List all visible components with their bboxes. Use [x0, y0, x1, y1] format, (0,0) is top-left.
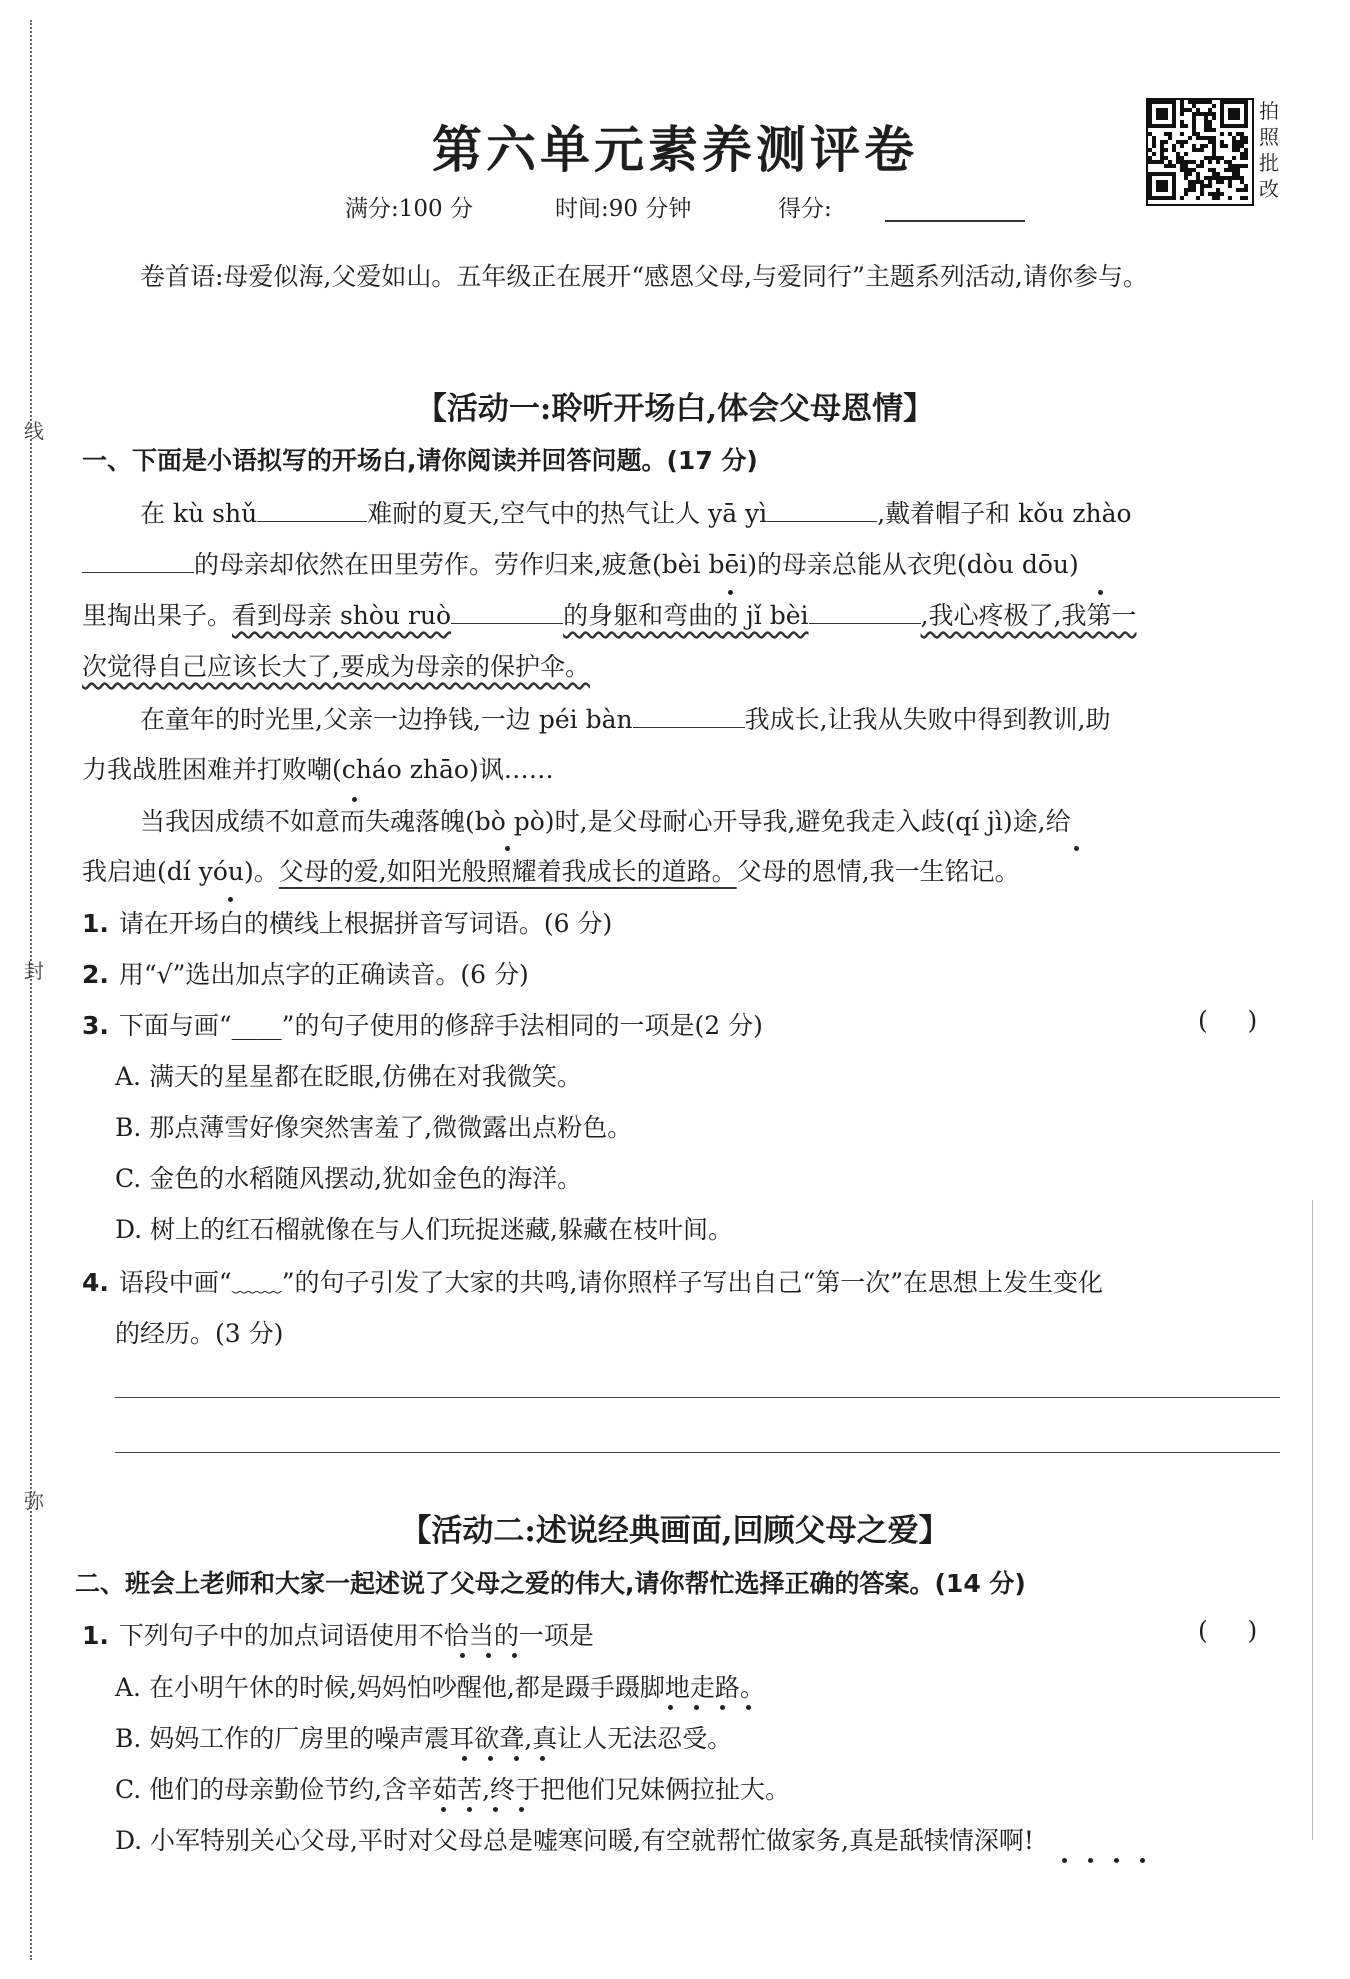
page-title: 第六单元素养测评卷	[432, 120, 918, 179]
qr-module	[1180, 196, 1184, 200]
emphasis-dot	[1088, 1858, 1093, 1863]
qr-label-char: 拍	[1259, 99, 1279, 123]
passage-text: ,戴着帽子和 kǒu zhào	[877, 499, 1132, 528]
question-2-1	[82, 1616, 594, 1652]
qr-module	[1184, 140, 1188, 144]
passage-text: 我成长,让我从失败中得到教训,助	[744, 705, 1111, 734]
option-a[interactable]: A. 满天的星星都在眨眼,仿佛在对我微笑。	[115, 1062, 582, 1091]
qr-module	[1156, 180, 1168, 192]
qr-module	[1220, 180, 1224, 184]
passage-text: 父母的恩情,我一生铭记。	[736, 857, 1020, 886]
score-blank[interactable]	[885, 220, 1025, 222]
emphasis-dot	[694, 1705, 699, 1710]
fill-blank[interactable]	[257, 499, 367, 522]
activity2-heading: 【活动二:述说经典画面,回顾父母之爱】	[400, 1513, 950, 1549]
emphasis-dot	[1062, 1858, 1067, 1863]
passage-line	[140, 494, 1132, 530]
passage-line	[82, 545, 1079, 581]
passage-text: ,我心疼极了,我第一	[920, 601, 1137, 630]
qr-module	[1220, 132, 1224, 136]
qr-label-char: 批	[1259, 151, 1279, 175]
emphasis-dot	[514, 1756, 519, 1761]
qr-module	[1180, 144, 1184, 148]
binding-dotted-line	[30, 20, 32, 1960]
question-text: 下列句子中的加点词语使用不恰当的一项是	[118, 1621, 594, 1650]
qr-module	[1164, 140, 1168, 144]
question-4-continued: 的经历。(3 分)	[115, 1319, 284, 1348]
question-number: 1.	[82, 1621, 109, 1650]
binding-label-xian: 线	[24, 419, 44, 443]
qr-module	[1180, 132, 1184, 136]
question-text: 语段中画“﹏﹏”的句子引发了大家的共鸣,请你照样子写出自己“第一次”在思想上发生变化	[118, 1268, 1103, 1297]
qr-module	[1192, 188, 1196, 192]
emphasis-dot	[1098, 590, 1103, 595]
emphasis-dot	[746, 1705, 751, 1710]
emphasis-dot	[486, 1653, 491, 1658]
qr-module	[1200, 148, 1204, 152]
emphasis-dot	[505, 846, 510, 851]
qr-module	[1212, 116, 1216, 120]
question-text: 用“√”选出加点字的正确读音。(6 分)	[118, 960, 529, 989]
qr-module	[1164, 148, 1168, 152]
qr-module	[1156, 108, 1168, 120]
qr-module	[1188, 172, 1192, 176]
passage-text: 里掏出果子。	[82, 601, 233, 630]
qr-module	[1152, 144, 1156, 148]
qr-module	[1244, 188, 1248, 192]
passage-line	[82, 852, 1020, 888]
emphasis-dot	[462, 1756, 467, 1761]
passage-line	[140, 700, 1111, 736]
emphasis-dot	[1140, 1858, 1145, 1863]
passage-text: 看到母亲 shòu ruò	[232, 601, 452, 630]
question-number: 4.	[82, 1268, 109, 1297]
qr-label	[1258, 98, 1280, 202]
qr-module	[1216, 196, 1220, 200]
emphasis-dot	[512, 1653, 517, 1658]
question-4	[82, 1263, 1103, 1299]
question-text: 请在开场白的横线上根据拼音写词语。(6 分)	[118, 909, 613, 938]
qr-module	[1208, 184, 1212, 188]
passage-line	[82, 647, 590, 683]
qr-module	[1244, 164, 1248, 168]
wavy-underlined-sentence	[232, 601, 1136, 630]
qr-label-char: 改	[1259, 177, 1279, 201]
passage-text: 的母亲却依然在田里劳作。劳作归来,疲惫(bèi bēi)的母亲总能从衣兜(dòu dōu)	[194, 550, 1079, 579]
qr-module	[1228, 184, 1232, 188]
option-c[interactable]: C. 他们的母亲勤俭节约,含辛茹苦,终于把他们兄妹俩拉扯大。	[115, 1775, 791, 1804]
option-b[interactable]: B. 那点薄雪好像突然害羞了,微微露出点粉色。	[115, 1113, 633, 1142]
qr-label-char: 照	[1259, 125, 1279, 149]
fill-blank[interactable]	[82, 550, 194, 573]
emphasis-dot	[467, 1807, 472, 1812]
passage-line: 当我因成绩不如意而失魂落魄(bò pò)时,是父母耐心开导我,避免我走入歧(qí jì)途,给	[140, 807, 1071, 836]
passage-line: 力我战胜困难并打败嘲(cháo zhāo)讽……	[82, 755, 554, 784]
passage-line	[82, 596, 1136, 632]
binding-label-mi: 弥	[24, 1489, 44, 1513]
qr-module	[1244, 156, 1248, 160]
qr-module	[1196, 196, 1200, 200]
qr-module	[1232, 156, 1236, 160]
emphasis-dot	[460, 1653, 465, 1658]
qr-module	[1184, 192, 1188, 196]
section1-title: 一、下面是小语拟写的开场白,请你阅读并回答问题。(17 分)	[82, 446, 758, 475]
option-a[interactable]: A. 在小明午休的时候,妈妈怕吵醒他,都是蹑手蹑脚地走路。	[115, 1673, 765, 1702]
passage-text: 在童年的时光里,父亲一边挣钱,一边 péi bàn	[140, 705, 633, 734]
qr-module	[1204, 144, 1208, 148]
qr-module	[1152, 152, 1156, 156]
straight-underlined-sentence: 父母的爱,如阳光般照耀着我成长的道路。	[278, 857, 737, 886]
qr-module	[1224, 144, 1228, 148]
qr-module	[1184, 152, 1188, 156]
qr-module	[1200, 192, 1204, 196]
qr-module	[1184, 124, 1188, 128]
fill-blank[interactable]	[809, 601, 921, 624]
fill-blank[interactable]	[451, 601, 563, 624]
qr-module	[1244, 196, 1248, 200]
qr-module	[1168, 136, 1172, 140]
emphasis-dot	[493, 1807, 498, 1812]
option-c[interactable]: C. 金色的水稻随风摆动,犹如金色的海洋。	[115, 1164, 583, 1193]
emphasis-dot	[352, 797, 357, 802]
passage-text: 在 kù shǔ	[140, 499, 258, 528]
qr-module	[1244, 140, 1248, 144]
option-d[interactable]: D. 树上的红石榴就像在与人们玩捉迷藏,躲藏在枝叶间。	[115, 1215, 733, 1244]
option-b[interactable]: B. 妈妈工作的厂房里的噪声震耳欲聋,真让人无法忍受。	[115, 1724, 733, 1753]
qr-module	[1220, 192, 1224, 196]
qr-module	[1188, 136, 1192, 140]
emphasis-dot	[728, 590, 733, 595]
question-number: 1.	[82, 909, 109, 938]
section2-title: 二、班会上老师和大家一起述说了父母之爱的伟大,请你帮忙选择正确的答案。(14 分)	[75, 1569, 1026, 1598]
qr-module	[1228, 108, 1240, 120]
emphasis-dot	[519, 1807, 524, 1812]
fill-blank[interactable]	[767, 499, 877, 522]
question-2	[82, 955, 529, 991]
answer-parentheses[interactable]: ( )	[1198, 1006, 1258, 1035]
qr-module	[1180, 112, 1184, 116]
exam-time: 时间:90 分钟	[555, 196, 692, 222]
qr-module	[1212, 128, 1216, 132]
emphasis-dot	[540, 1756, 545, 1761]
preface-text: 卷首语:母爱似海,父爱如山。五年级正在展开“感恩父母,与爱同行”主题系列活动,请你参与。	[140, 262, 1148, 291]
score-label: 得分:	[778, 196, 832, 222]
wavy-underlined-sentence: 次觉得自己应该长大了,要成为母亲的保护伞。	[82, 652, 590, 681]
activity1-heading: 【活动一:聆听开场白,体会父母恩情】	[415, 391, 935, 427]
option-d[interactable]: D. 小军特别关心父母,平时对父母总是嘘寒问暖,有空就帮忙做家务,真是舐犊情深啊!	[115, 1826, 1034, 1855]
qr-module	[1216, 160, 1220, 164]
answer-line[interactable]	[115, 1452, 1280, 1453]
fill-blank[interactable]	[633, 705, 745, 728]
emphasis-dot	[720, 1705, 725, 1710]
emphasis-dot	[441, 1807, 446, 1812]
qr-code-icon[interactable]	[1146, 98, 1254, 206]
answer-line[interactable]	[115, 1397, 1280, 1398]
answer-parentheses[interactable]: ( )	[1198, 1616, 1258, 1645]
emphasis-dot	[228, 897, 233, 902]
qr-module	[1228, 196, 1232, 200]
passage-text: 难耐的夏天,空气中的热气让人 yā yì	[367, 499, 768, 528]
full-score: 满分:100 分	[345, 196, 473, 222]
binding-label-feng: 封	[24, 959, 44, 983]
question-number: 2.	[82, 960, 109, 989]
passage-text: 我启迪(dí yóu)。	[82, 857, 279, 886]
qr-module	[1212, 104, 1216, 108]
emphasis-dot	[488, 1756, 493, 1761]
question-1	[82, 904, 612, 940]
qr-module	[1208, 160, 1212, 164]
emphasis-dot	[1114, 1858, 1119, 1863]
qr-module	[1172, 164, 1176, 168]
question-3	[82, 1006, 763, 1042]
emphasis-dot	[1074, 846, 1079, 851]
passage-text: 的身躯和弯曲的 jǐ bèi	[563, 601, 809, 630]
question-number: 3.	[82, 1011, 109, 1040]
question-text: 下面与画“____”的句子使用的修辞手法相同的一项是(2 分)	[118, 1011, 763, 1040]
emphasis-dot	[668, 1705, 673, 1710]
qr-module	[1200, 164, 1204, 168]
